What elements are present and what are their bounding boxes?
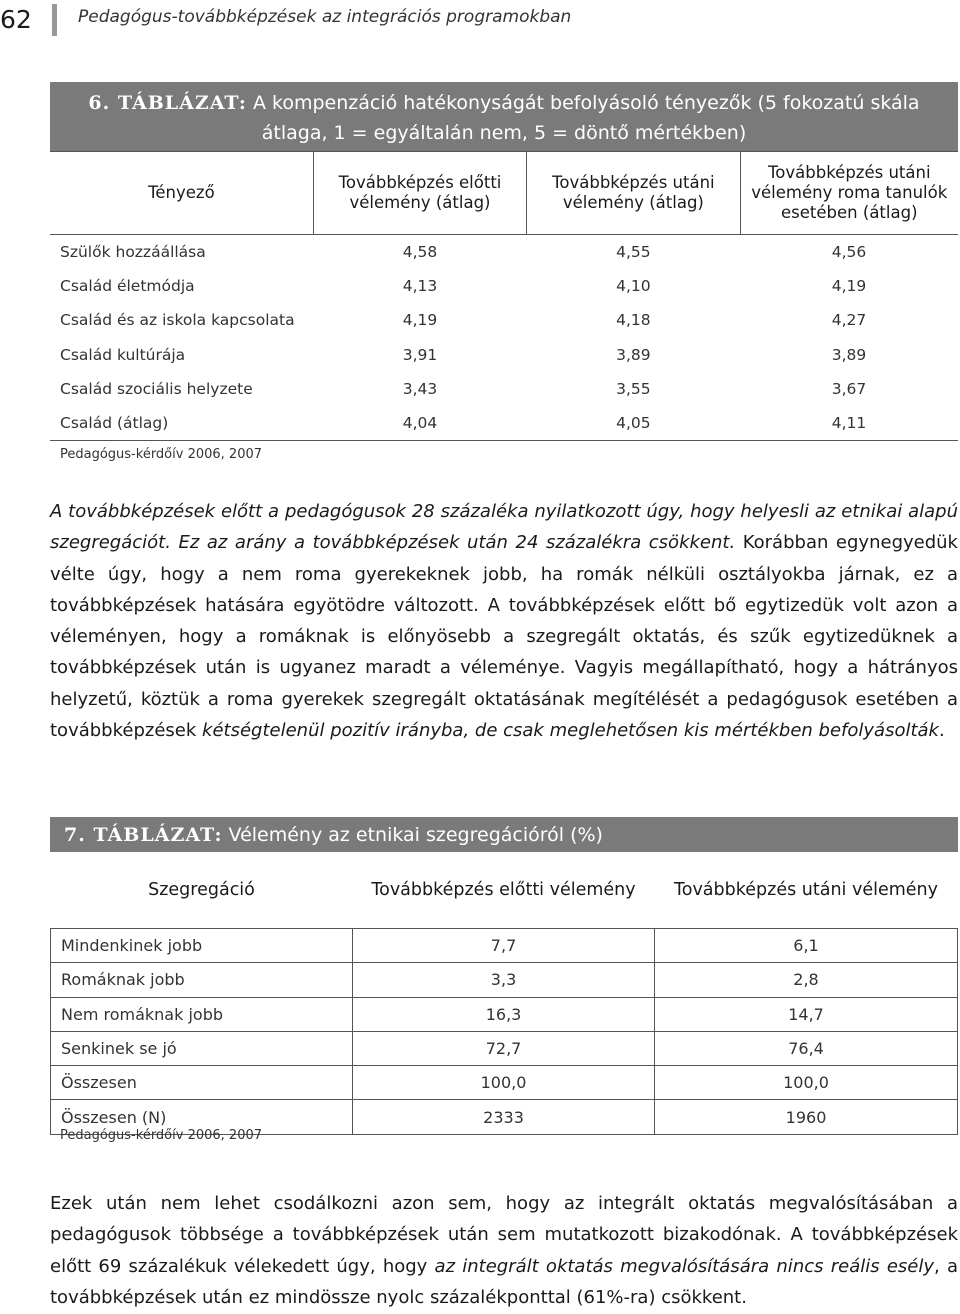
column-header: Továbbképzés utáni vélemény bbox=[674, 880, 938, 900]
column-header: Továbbképzés előtti vélemény (átlag) bbox=[313, 152, 526, 235]
row-label: Nem romáknak jobb bbox=[51, 997, 353, 1031]
paragraph-1-italic-end: kétségtelenül pozitív irányba, de csak meglehetősen kis mértékben befolyásolták bbox=[202, 720, 939, 742]
table-row bbox=[50, 406, 958, 441]
table-row bbox=[50, 235, 958, 270]
cell-value: 3,89 bbox=[831, 345, 867, 364]
paragraph-2-text: Ezek után nem lehet csodálkozni azon sem, hogy az integrált oktatás megvalósításában a pedagógusok többsége a továbbképzések után sem mutatkozott bizakodónak. A továbbképzések előtt 69 százalékuk vélekedett úgy, hogy bbox=[50, 1193, 958, 1277]
cell-value: 3,43 bbox=[402, 379, 438, 398]
paragraph-1-text: Korábban egynegyedük vélte úgy, hogy a nem roma gyerekeknek jobb, ha romák nélküli osztályokba járnak, ez a továbbképzések hatására egyötödre változott. A továbbképzések előtt bő egytizedük volt azon a véleményen, hogy a romáknak is előnyösebb a szegregált oktatás, és szűk egytizedüknek a továbbképzések után is ugyanez maradt a véleménye. Vagyis megállapítható, hogy a hátrányos helyzetű, köztük a roma gyerekek szegregált oktatásának megítélését a pedagógusok esetében a továbbképzések bbox=[50, 532, 958, 742]
header-divider bbox=[52, 4, 57, 36]
page-number: 62 bbox=[0, 5, 32, 34]
cell-value: 4,19 bbox=[831, 277, 867, 296]
cell-value: 76,4 bbox=[655, 1031, 958, 1065]
page-header bbox=[0, 0, 960, 40]
cell-value: 4,58 bbox=[402, 243, 438, 262]
table-row bbox=[51, 929, 958, 963]
paragraph-2-italic: az integrált oktatás megvalósítására nincs reális esély bbox=[434, 1255, 935, 1277]
cell-value: 4,05 bbox=[616, 414, 651, 433]
table-row bbox=[51, 997, 958, 1031]
cell-value: 100,0 bbox=[353, 1066, 655, 1100]
table-7-caption bbox=[50, 817, 958, 852]
table-6-grid bbox=[50, 151, 958, 441]
row-label: Romáknak jobb bbox=[51, 963, 353, 997]
column-header: Továbbképzés előtti vélemény bbox=[371, 880, 636, 900]
table-6-source: Pedagógus-kérdőív 2006, 2007 bbox=[60, 447, 263, 462]
row-label: Szülők hozzáállása bbox=[60, 243, 206, 262]
row-label: Család életmódja bbox=[60, 277, 195, 296]
table-row bbox=[50, 372, 958, 406]
cell-value: 72,7 bbox=[353, 1031, 655, 1065]
table-row bbox=[51, 963, 958, 997]
cell-value: 4,55 bbox=[616, 243, 651, 262]
table-7-grid bbox=[50, 852, 958, 1135]
cell-value: 2,8 bbox=[655, 963, 958, 997]
table-header-row bbox=[51, 852, 958, 929]
table-7-label: 7. TÁBLÁZAT: bbox=[64, 824, 223, 846]
cell-value: 3,67 bbox=[831, 379, 867, 398]
table-row bbox=[51, 1031, 958, 1065]
cell-value: 7,7 bbox=[353, 929, 655, 963]
cell-value: 100,0 bbox=[655, 1066, 958, 1100]
paragraph-1-italic: A továbbképzések előtt a pedagógusok 28 százaléka nyilatkozott úgy, hogy helyesli az etnikai alapú szegregációt. Ez az arány a továbbképzések után 24 százalékra csökkent. bbox=[50, 501, 958, 554]
cell-value: 4,19 bbox=[402, 311, 438, 330]
cell-value: 4,13 bbox=[402, 277, 438, 296]
table-7-source: Pedagógus-kérdőív 2006, 2007 bbox=[60, 1128, 263, 1143]
cell-value: 4,11 bbox=[831, 414, 867, 433]
table-row bbox=[50, 303, 958, 337]
cell-value: 3,89 bbox=[616, 345, 651, 364]
paragraph-1 bbox=[50, 496, 958, 746]
cell-value: 3,55 bbox=[616, 379, 651, 398]
table-7 bbox=[50, 817, 958, 1135]
cell-value: 2333 bbox=[353, 1100, 655, 1134]
row-label: Család szociális helyzete bbox=[60, 379, 253, 398]
row-label: Összesen (N) bbox=[51, 1100, 353, 1134]
column-header: Továbbképzés utáni vélemény roma tanulók esetében (átlag) bbox=[740, 152, 958, 235]
table-row bbox=[50, 269, 958, 303]
row-label: Család (átlag) bbox=[60, 414, 169, 433]
cell-value: 3,3 bbox=[353, 963, 655, 997]
column-header: Szegregáció bbox=[148, 880, 255, 900]
cell-value: 4,04 bbox=[402, 414, 438, 433]
table-6 bbox=[50, 82, 958, 441]
cell-value: 16,3 bbox=[353, 997, 655, 1031]
table-row bbox=[50, 338, 958, 372]
cell-value: 4,56 bbox=[831, 243, 867, 262]
cell-value: 6,1 bbox=[655, 929, 958, 963]
table-6-label: 6. TÁBLÁZAT: bbox=[88, 92, 247, 114]
table-6-caption bbox=[50, 82, 958, 151]
cell-value: 4,10 bbox=[616, 277, 651, 296]
cell-value: 14,7 bbox=[655, 997, 958, 1031]
paragraph-2 bbox=[50, 1188, 958, 1313]
paragraph-1-end: . bbox=[938, 720, 945, 742]
row-label: Család kultúrája bbox=[60, 345, 186, 364]
row-label: Mindenkinek jobb bbox=[51, 929, 353, 963]
table-row bbox=[51, 1066, 958, 1100]
column-header: Továbbképzés utáni vélemény (átlag) bbox=[527, 152, 740, 235]
running-title: Pedagógus-továbbképzések az integrációs programokban bbox=[78, 7, 572, 27]
cell-value: 4,18 bbox=[616, 311, 651, 330]
row-label: Család és az iskola kapcsolata bbox=[60, 311, 295, 330]
cell-value: 3,91 bbox=[402, 345, 438, 364]
table-header-row bbox=[50, 152, 958, 235]
column-header: Tényező bbox=[148, 183, 215, 202]
paragraph-2-end: , a továbbképzések után ez mindössze nyolc százalékponttal (61%-ra) csökkent. bbox=[50, 1255, 958, 1308]
cell-value: 1960 bbox=[655, 1100, 958, 1134]
row-label: Senkinek se jó bbox=[51, 1031, 353, 1065]
table-6-title: A kompenzáció hatékonyságát befolyásoló tényezők (5 fokozatú skála átlaga, 1 = egyáltalán nem, 5 = döntő mértékben) bbox=[252, 92, 920, 144]
row-label: Összesen bbox=[51, 1066, 353, 1100]
table-7-title: Vélemény az etnikai szegregációról (%) bbox=[228, 824, 603, 846]
cell-value: 4,27 bbox=[831, 311, 867, 330]
